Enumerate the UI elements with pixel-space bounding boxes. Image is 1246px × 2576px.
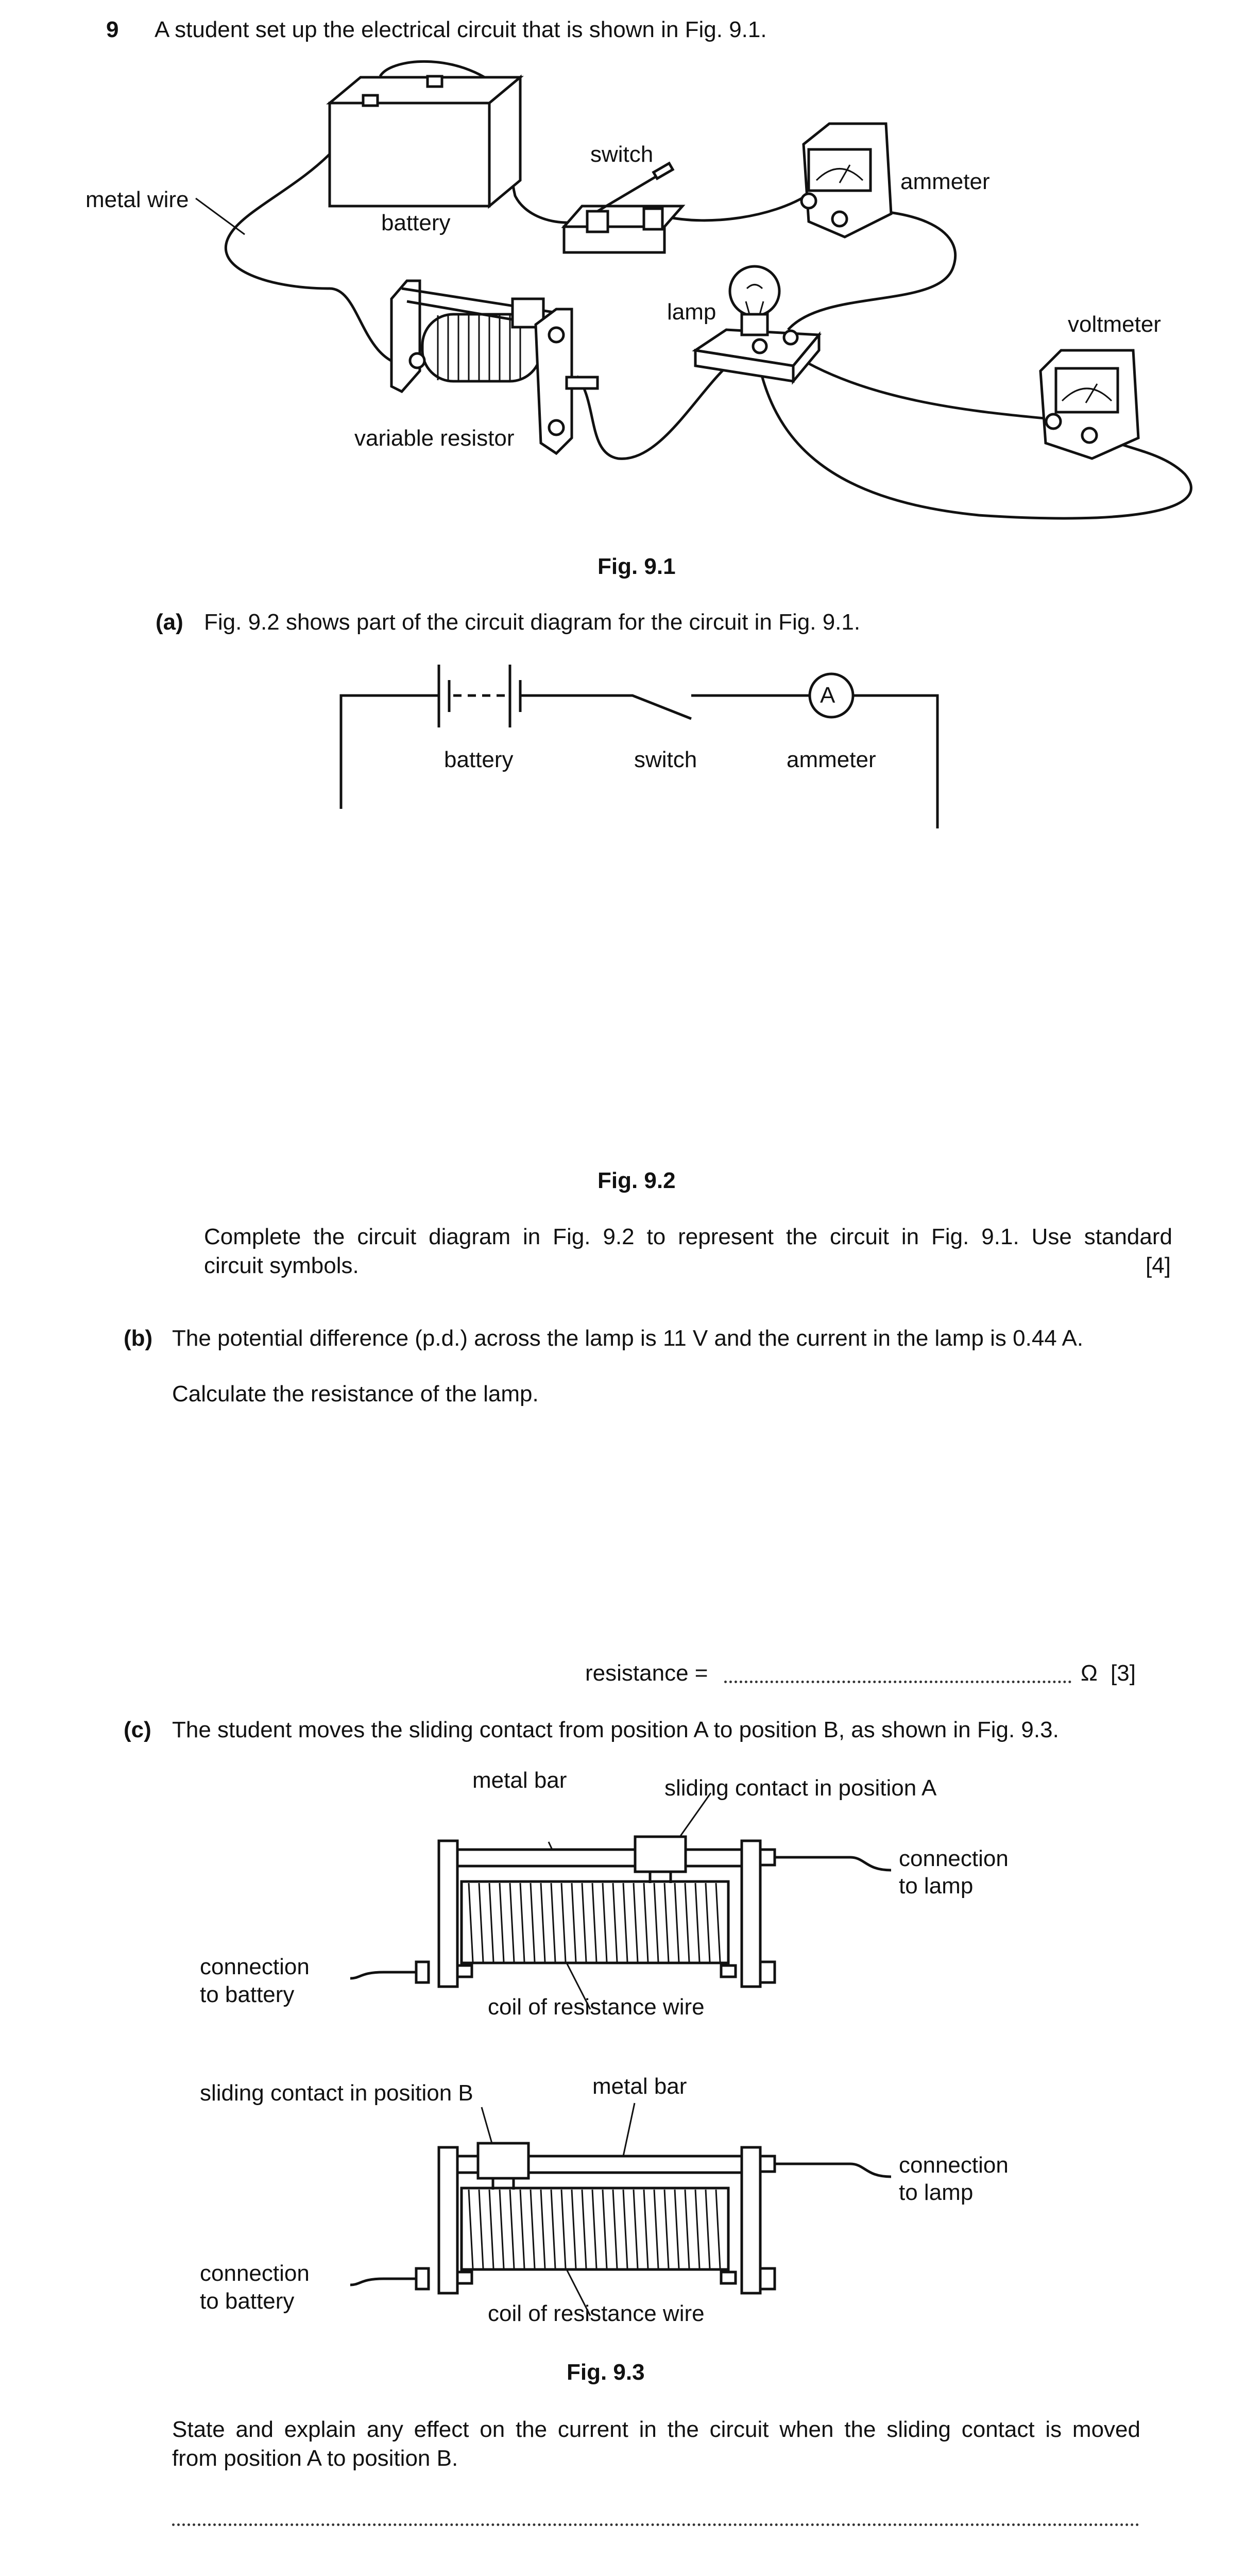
label-voltmeter: voltmeter xyxy=(1068,312,1161,337)
part-c-prompt-1: State and explain any effect on the current in the circuit when the sliding contact is moved xyxy=(172,2417,1140,2442)
part-a-marks: [4] xyxy=(1146,1253,1171,1278)
fig92-label-battery: battery xyxy=(444,747,514,772)
part-c-prompt-2: from position A to position B. xyxy=(172,2446,458,2471)
fig93b-conn-lamp-1: connection xyxy=(899,2153,1009,2178)
fig93b-sliding-contact: sliding contact in position B xyxy=(200,2080,473,2106)
fig92-label-switch: switch xyxy=(634,747,697,772)
label-metal-wire: metal wire xyxy=(86,187,189,212)
ammeter-symbol-letter: A xyxy=(820,683,835,708)
fig93b-metal-bar: metal bar xyxy=(592,2074,687,2099)
part-a-text: Fig. 9.2 shows part of the circuit diagram for the circuit in Fig. 9.1. xyxy=(204,609,861,635)
label-ammeter: ammeter xyxy=(900,169,990,194)
label-lamp: lamp xyxy=(667,299,716,325)
fig93a-sliding-contact: sliding contact in position A xyxy=(664,1775,937,1801)
fig93b-conn-batt-2: to battery xyxy=(200,2289,295,2314)
answer-line-1[interactable] xyxy=(172,2523,1139,2526)
part-a-instruction-2: circuit symbols. xyxy=(204,1253,359,1278)
metal-bar-leader-b xyxy=(623,2103,635,2156)
part-b-text: The potential difference (p.d.) across the lamp is 11 V and the current in the lamp is 0.44 A. xyxy=(172,1326,1084,1351)
part-c-text: The student moves the sliding contact from position A to position B, as shown in Fig. 9.3. xyxy=(172,1717,1059,1742)
fig93a-conn-lamp-1: connection xyxy=(899,1846,1009,1871)
fig93a-conn-batt-2: to battery xyxy=(200,1982,295,2007)
fig93a-conn-lamp-2: to lamp xyxy=(899,1873,974,1899)
fig-9-3-caption: Fig. 9.3 xyxy=(567,2360,645,2385)
label-switch: switch xyxy=(590,142,654,167)
fig93b-coil: coil of resistance wire xyxy=(488,2301,705,2326)
label-battery: battery xyxy=(381,210,451,235)
fig93a-coil: coil of resistance wire xyxy=(488,1994,705,2020)
slider-leader-b xyxy=(482,2107,492,2143)
fig93a-metal-bar: metal bar xyxy=(472,1768,567,1793)
coil-bottom xyxy=(469,2190,720,2268)
part-b-label: (b) xyxy=(124,1326,153,1351)
question-intro: A student set up the electrical circuit that is shown in Fig. 9.1. xyxy=(155,17,767,42)
part-a-label: (a) xyxy=(156,609,183,635)
part-b-prompt: Calculate the resistance of the lamp. xyxy=(172,1381,539,1406)
fig93b-conn-lamp-2: to lamp xyxy=(899,2180,974,2205)
fig-9-2-caption: Fig. 9.2 xyxy=(598,1168,676,1193)
part-b-marks: [3] xyxy=(1111,1660,1136,1686)
resistance-unit: Ω xyxy=(1081,1660,1098,1686)
fig93b-conn-batt-1: connection xyxy=(200,2261,310,2286)
fig-9-1-caption: Fig. 9.1 xyxy=(598,554,676,579)
resistance-answer-label: resistance = xyxy=(585,1660,708,1686)
part-a-instruction-1: Complete the circuit diagram in Fig. 9.2 to represent the circuit in Fig. 9.1. Use standard xyxy=(204,1224,1172,1249)
label-variable-resistor: variable resistor xyxy=(354,426,515,451)
fig93a-conn-batt-1: connection xyxy=(200,1954,310,1979)
fig92-label-ammeter: ammeter xyxy=(787,747,876,772)
part-c-label: (c) xyxy=(124,1717,151,1742)
question-number: 9 xyxy=(106,17,119,42)
